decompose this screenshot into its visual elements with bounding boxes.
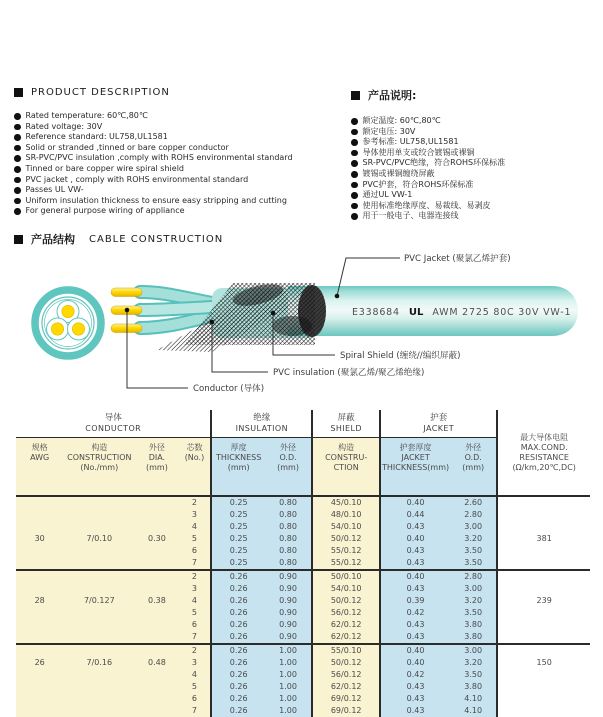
jacket-thickness-cell: 0.43 [380,619,450,631]
bullet-icon [14,166,21,173]
bullet-icon [14,198,21,205]
ul-logo-icon: UL [408,307,424,318]
description-text: 用于一般电子、电器连接线 [362,211,459,221]
insulation-thickness-cell: 0.26 [211,644,264,657]
bullet-icon [14,208,21,215]
insulation-od-cell: 0.90 [265,583,312,595]
core-count-cell: 7 [179,557,212,570]
insulation-thickness-cell: 0.26 [211,681,264,693]
table-row [16,570,590,583]
shield-construction-cell: 62/0.12 [312,631,380,644]
shield-construction-cell: 56/0.12 [312,669,380,681]
insulation-thickness-cell: 0.26 [211,693,264,705]
section-title-text: PRODUCT DESCRIPTION [31,87,170,98]
insulation-od-cell: 1.00 [265,657,312,669]
insulation-thickness-cell: 0.25 [211,557,264,570]
product-description-title [14,87,348,98]
construction-cell: 7/0.10 [63,496,135,570]
description-text: 镀锡或裸铜缠绕屏蔽 [362,168,435,178]
bullet-icon [14,177,21,184]
insulation-od-cell: 0.80 [265,509,312,521]
bullet-icon [14,124,21,131]
column-header: 芯数 (No.) [179,438,212,497]
jacket-thickness-cell: 0.42 [380,669,450,681]
bullet-icon [351,118,358,125]
insulation-thickness-cell: 0.26 [211,619,264,631]
jacket-thickness-cell: 0.40 [380,644,450,657]
description-text: 额定温度: 60℃,80℃ [362,116,441,125]
conductor-label: Conductor (导体) [193,384,265,394]
jacket-thickness-cell: 0.43 [380,693,450,705]
jacket-od-cell: 3.80 [450,681,497,693]
insulation-thickness-cell: 0.26 [211,595,264,607]
jacket-thickness-cell: 0.40 [380,533,450,545]
shield-construction-cell: 55/0.12 [312,545,380,557]
construction-cell: 7/0.16 [63,644,135,717]
description-item [14,196,348,207]
insulation-od-cell: 0.80 [265,557,312,570]
description-item [351,158,601,169]
description-text: SR-PVC/PVC绝缘，符合ROHS环保标准 [362,158,506,168]
insulation-od-cell: 0.80 [265,533,312,545]
description-item [351,137,601,148]
spec-table-head [16,410,590,496]
description-text: 使用标准绝缘厚度、易裁线、易剥皮 [362,200,491,210]
shield-label: Spiral Shield (缠绕//编织屏蔽) [340,351,461,361]
core-count-cell: 4 [179,595,212,607]
insulation-thickness-cell: 0.25 [211,509,264,521]
shield-construction-cell: 69/0.12 [312,693,380,705]
description-item [14,185,348,196]
column-header: 构造 CONSTRU- CTION [312,438,380,497]
bullet-icon [351,171,358,178]
shield-construction-cell: 45/0.10 [312,496,380,509]
awg-cell: 30 [16,496,63,570]
insulation-od-cell: 1.00 [265,693,312,705]
description-text: Solid or stranded ,tinned or bare copper conductor [25,142,229,152]
core-count-cell: 5 [179,681,212,693]
description-text: 导体使用单支或绞合镀锡或裸铜 [362,147,475,157]
shield-construction-cell: 62/0.12 [312,619,380,631]
description-text: Rated temperature: 60℃,80℃ [25,111,148,120]
description-text: Tinned or bare copper wire spiral shield [25,163,184,173]
description-item [351,211,601,222]
column-header: 外径 DIA. (mm) [135,438,178,497]
jacket-thickness-cell: 0.43 [380,557,450,570]
insulation-od-cell: 1.00 [265,669,312,681]
insulation-label: PVC insulation (聚氯乙烯/聚乙烯绝缘) [273,368,425,378]
spec-table-wrap [16,410,590,717]
jacket-thickness-cell: 0.39 [380,595,450,607]
description-list-en [14,111,348,217]
column-group-header: 绝缘 INSULATION [211,410,312,438]
shield-construction-cell: 50/0.12 [312,595,380,607]
jacket-thickness-cell: 0.44 [380,509,450,521]
core-count-cell: 6 [179,545,212,557]
description-text: 通过UL VW-1 [362,190,413,200]
jacket-od-cell: 4.10 [450,693,497,705]
insulation-thickness-cell: 0.25 [211,496,264,509]
bullet-icon [351,129,358,136]
group-header-row [16,410,590,438]
insulation-thickness-cell: 0.26 [211,583,264,595]
bullet-icon [14,134,21,141]
core-count-cell: 6 [179,693,212,705]
jacket-od-cell: 3.80 [450,631,497,644]
jacket-print-text [352,307,571,318]
jacket-thickness-cell: 0.43 [380,631,450,644]
description-text: Reference standard: UL758,UL1581 [25,132,168,142]
column-header: 护套厚度 JACKET THICKNESS(mm) [380,438,450,497]
description-list-zh [351,116,601,222]
resistance-cell: 239 [497,570,590,644]
section-title-en: CABLE CONSTRUCTION [89,233,224,245]
core-count-cell: 7 [179,631,212,644]
description-item [14,153,348,164]
column-group-header: 屏蔽 SHIELD [312,410,380,438]
insulation-thickness-cell: 0.26 [211,657,264,669]
shield-construction-cell: 50/0.10 [312,570,380,583]
insulation-od-cell: 1.00 [265,705,312,717]
description-text: Passes UL VW- [25,185,84,195]
jacket-od-cell: 2.80 [450,509,497,521]
description-text: For general purpose wiring of appliance [25,206,185,216]
jacket-thickness-cell: 0.43 [380,583,450,595]
bullet-icon [14,113,21,120]
bullet-icon [351,203,358,210]
bullet-icon [351,150,358,157]
shield-construction-cell: 69/0.12 [312,705,380,717]
description-text: PVC jacket , comply with ROHS environmental standard [25,174,249,184]
shield-construction-cell: 54/0.10 [312,583,380,595]
shield-construction-cell: 55/0.10 [312,644,380,657]
jacket-od-cell: 2.80 [450,570,497,583]
insulation-thickness-cell: 0.25 [211,545,264,557]
description-item [14,175,348,186]
jacket-thickness-cell: 0.40 [380,570,450,583]
description-text: 额定电压: 30V [362,126,416,136]
jacket-od-cell: 3.50 [450,669,497,681]
description-item [351,116,601,127]
product-description-section [14,87,348,217]
insulation-od-cell: 1.00 [265,681,312,693]
insulation-od-cell: 0.90 [265,570,312,583]
bullet-icon [351,182,358,189]
insulation-od-cell: 0.80 [265,545,312,557]
description-item [351,127,601,138]
cable-construction-title [14,231,223,247]
jacket-thickness-cell: 0.43 [380,521,450,533]
awm-spec-text: AWM 2725 80C 30V VW-1 [432,307,572,318]
insulation-od-cell: 0.90 [265,595,312,607]
jacket-thickness-cell: 0.43 [380,681,450,693]
description-item [14,122,348,133]
bullet-icon [351,139,358,146]
description-item [14,143,348,154]
description-item [14,206,348,217]
core-count-cell: 2 [179,644,212,657]
dia-cell: 0.38 [135,570,178,644]
shield-construction-cell: 55/0.12 [312,557,380,570]
core-count-cell: 6 [179,619,212,631]
product-description-section-zh [351,87,601,222]
section-title-text: 产品说明: [368,89,417,102]
insulation-thickness-cell: 0.25 [211,533,264,545]
construction-cell: 7/0.127 [63,570,135,644]
description-text: 参考标准: UL758,UL1581 [362,137,459,147]
ul-file-number: E338684 [352,307,400,318]
description-item [14,164,348,175]
bullet-icon [14,155,21,162]
bullet-icon [14,145,21,152]
description-item [351,201,601,212]
shield-construction-cell: 54/0.10 [312,521,380,533]
product-description-title-zh [351,87,601,103]
bullet-icon [351,192,358,199]
insulation-thickness-cell: 0.25 [211,521,264,533]
insulation-thickness-cell: 0.26 [211,570,264,583]
column-header: 厚度 THICKNESS (mm) [211,438,264,497]
awg-cell: 28 [16,570,63,644]
core-count-cell: 3 [179,657,212,669]
core-count-cell: 2 [179,570,212,583]
description-item [351,148,601,159]
insulation-od-cell: 0.90 [265,619,312,631]
jacket-od-cell: 2.60 [450,496,497,509]
square-bullet-icon [14,88,23,97]
insulation-thickness-cell: 0.26 [211,705,264,717]
insulation-thickness-cell: 0.26 [211,669,264,681]
insulation-thickness-cell: 0.26 [211,607,264,619]
jacket-od-cell: 3.50 [450,607,497,619]
jacket-thickness-cell: 0.40 [380,657,450,669]
description-item [351,190,601,201]
jacket-label: PVC Jacket (聚氯乙烯护套) [404,254,511,264]
resistance-cell: 150 [497,644,590,717]
bullet-icon [14,187,21,194]
cable-illustration [0,250,603,400]
cable-cross-section-icon [35,290,101,356]
section-title-zh: 产品结构 [31,233,75,246]
square-bullet-icon [351,91,360,100]
spec-block [16,496,590,570]
column-group-header: 护套 JACKET [380,410,497,438]
spec-block [16,570,590,644]
core-count-cell: 4 [179,669,212,681]
jacket-od-cell: 3.80 [450,619,497,631]
core-count-cell: 5 [179,607,212,619]
jacket-od-cell: 3.00 [450,521,497,533]
shield-construction-cell: 50/0.12 [312,533,380,545]
core-count-cell: 4 [179,521,212,533]
resistance-cell: 381 [497,496,590,570]
core-count-cell: 5 [179,533,212,545]
dia-cell: 0.48 [135,644,178,717]
bullet-icon [351,160,358,167]
insulation-od-cell: 0.90 [265,631,312,644]
insulation-od-cell: 1.00 [265,644,312,657]
description-text: Rated voltage: 30V [25,121,103,131]
core-count-cell: 2 [179,496,212,509]
dia-cell: 0.30 [135,496,178,570]
jacket-od-cell: 3.20 [450,657,497,669]
jacket-od-cell: 3.20 [450,595,497,607]
description-text: PVC护套，符合ROHS环保标准 [362,179,474,189]
description-item [351,180,601,191]
awg-cell: 26 [16,644,63,717]
jacket-thickness-cell: 0.42 [380,607,450,619]
square-bullet-icon [14,235,23,244]
jacket-thickness-cell: 0.40 [380,496,450,509]
column-header: 规格 AWG [16,438,63,497]
jacket-od-cell: 3.50 [450,557,497,570]
core-count-cell: 3 [179,583,212,595]
description-item [14,132,348,143]
column-header: 外径 O.D. (mm) [265,438,312,497]
jacket-od-cell: 3.00 [450,583,497,595]
insulation-thickness-cell: 0.26 [211,631,264,644]
description-item [14,111,348,122]
jacket-od-cell: 4.10 [450,705,497,717]
jacket-thickness-cell: 0.43 [380,705,450,717]
resistance-header: 最大导体电阻 MAX.COND. RESISTANCE (Ω/km,20℃,DC) [497,410,590,496]
bullet-icon [351,213,358,220]
jacket-od-cell: 3.00 [450,644,497,657]
column-header: 外径 O.D. (mm) [450,438,497,497]
insulation-od-cell: 0.80 [265,521,312,533]
core-count-cell: 7 [179,705,212,717]
description-text: SR-PVC/PVC insulation ,comply with ROHS environmental standard [25,153,293,163]
table-row [16,644,590,657]
shield-construction-cell: 56/0.12 [312,607,380,619]
shield-construction-cell: 62/0.12 [312,681,380,693]
insulation-od-cell: 0.90 [265,607,312,619]
core-count-cell: 3 [179,509,212,521]
jacket-od-cell: 3.50 [450,545,497,557]
shield-construction-cell: 48/0.10 [312,509,380,521]
table-row [16,496,590,509]
jacket-thickness-cell: 0.43 [380,545,450,557]
jacket-od-cell: 3.20 [450,533,497,545]
insulation-od-cell: 0.80 [265,496,312,509]
column-header: 构造 CONSTRUCTION (No./mm) [63,438,135,497]
description-text: Uniform insulation thickness to ensure easy stripping and cutting [25,195,287,205]
spec-table [16,410,590,717]
description-item [351,169,601,180]
column-group-header: 导体 CONDUCTOR [16,410,211,438]
shield-construction-cell: 50/0.12 [312,657,380,669]
spec-block [16,644,590,717]
